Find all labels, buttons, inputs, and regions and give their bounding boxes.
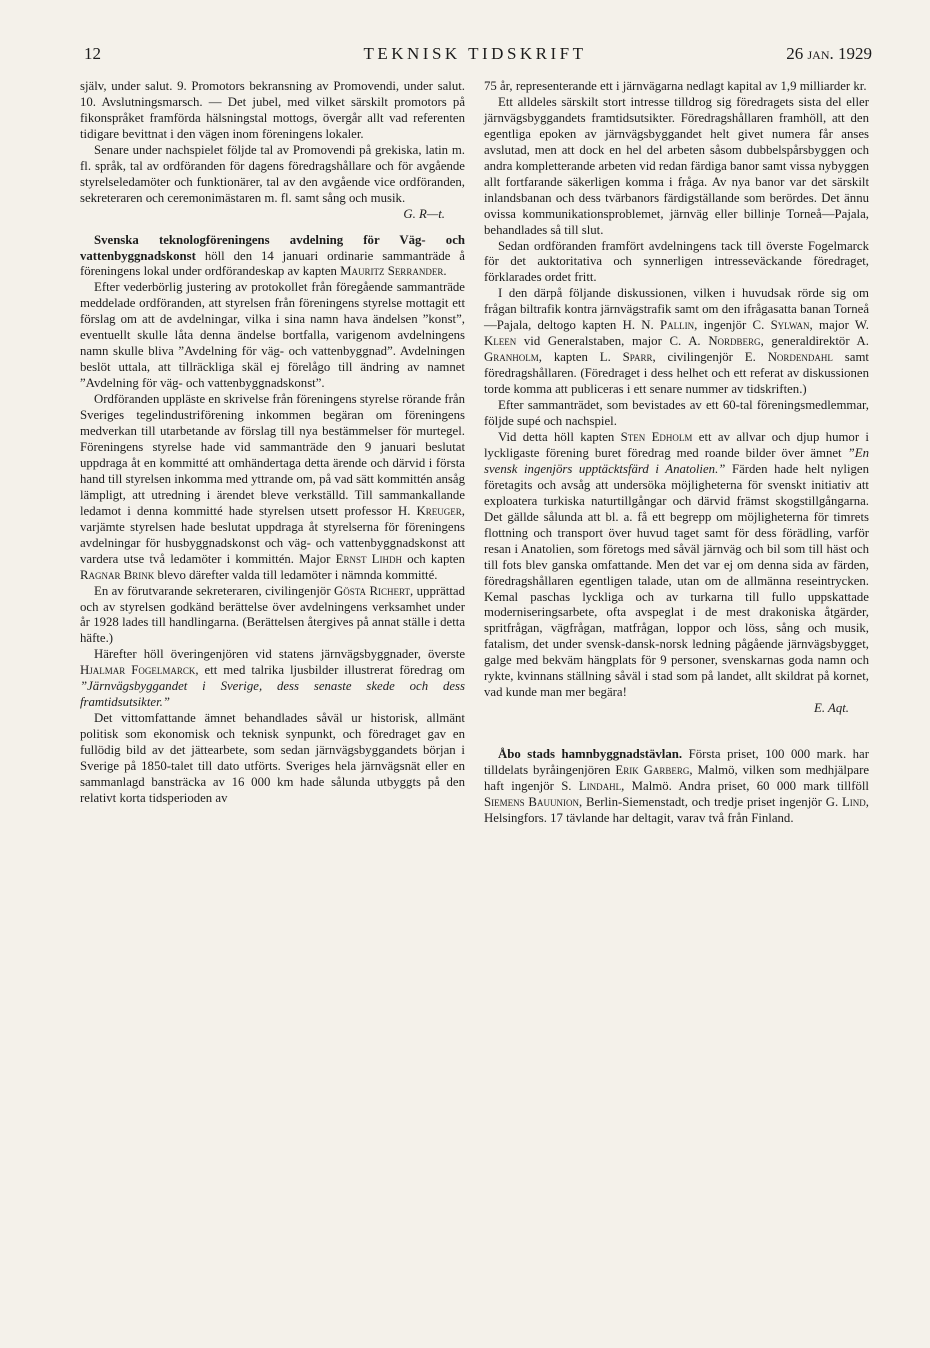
section-heading: Svenska teknologföreningens avdelning för Väg- och vattenbyggnadskonst xyxy=(80,232,465,263)
page-number: 12 xyxy=(84,44,101,63)
paragraph: Härefter höll överingenjören vid statens järnvägsbyggnader, överste Hjalmar Fogelmarck, ett med talrika ljusbilder illustrerat föredrag om ”Järnvägsbyggandet i Sverige, dess senaste skede och dess framtidsutsikter.” xyxy=(80,647,465,710)
signature: E. Aqt. xyxy=(814,701,849,716)
section-lead-paragraph: Svenska teknologföreningens avdelning för Väg- och vattenbyggnadskonst höll den 14 januari ordinarie sammanträde å föreningens lokal under ordförandeskap av kapten Mauritz Serrander. xyxy=(80,232,465,279)
paragraph: Efter vederbörlig justering av protokollet från föregående sammanträde meddelade ordföranden, att styrelsen från föreningens styrelse mottagit ett förslag om att de avdelningar, vilka i sina namn hava ändelsen ”konst”, eventuellt skulle låta denna ändelse bortfalla, varigenom avdelningens namn skulle bliva ”Avdelning för väg- och vattenbyggnad”. Avdelningen beslöt uttala, att tillräckliga skäl ej förelågo till ändring av namnet ”Avdelning för väg- och vattenbyggnadskonst”. xyxy=(80,280,465,391)
journal-title: TEKNISK TIDSKRIFT xyxy=(363,44,587,63)
section-heading: Åbo stads hamnbyggnadstävlan. xyxy=(498,747,683,762)
paragraph: Efter sammanträdet, som bevistades av ett 60-tal föreningsmedlemmar, följde supé och nachspiel. xyxy=(484,398,869,429)
paragraph: själv, under salut. 9. Promotors bekransning av Promovendi, under salut. 10. Avslutningsmarsch. — Det jubel, med vilket särskilt promotors på fikonspråket framförda hälsningstal mottogs, övergår allt vad referenten tidigare bevittnat i den vägen inom föreningens lokaler. xyxy=(80,79,465,141)
running-header xyxy=(78,44,872,68)
paragraph: Senare under nachspielet följde tal av Promovendi på grekiska, latin m. fl. språk, tal av ordföranden för dagens föredragshållare och för avgående styrelseledamöter och funktionärer, tal av den avgående vice ordföranden, sekreteraren och ceremonimästaren m. fl. samt sång och musik. xyxy=(80,142,465,205)
signature: G. R—t. xyxy=(403,206,445,221)
paragraph: Vid detta höll kapten Sten Edholm ett av allvar och djup humor i lyckligaste förening buret föredrag med roande bilder över ämnet ”En svensk ingenjörs upptäcktsfärd i Anatolien.” Färden hade helt nyligen företagits och avsåg att undersöka möjligheterna för svenskt initiativ att exploatera turkiska naturtillgångar och därvid främst skogstillgångarna. Det gällde sålunda att bl. a. få ett begrepp om möjligheterna för timrets flottning och transport över huvud taget samt för dess förädling, varför resan i Anatolien, som företogs med såväl järnväg och bil som till häst och till fots blev ganska omfattande. Men det var ej om denna sida av färden, föredragshållaren egentligen talade, utan om de allmänna reseintrycken. Kemal paschas lyckliga och av turkarna till fullo uppskattade moderniseringsarbete, ofta avspeglat i de mest drakoniska åtgärder, spritfrågan, vägfrågan, matfrågan, loppor och löss, sång och musik, fatalism, det under svensk-dansk-norsk ledning pågående järnvägsbygget, galge med bekväm hängplats för 9 personer, svenskarnas goda namn och rykte, kvinnans ställning såväl i stad som på landet, allt skildrat på kornet, vad kunde man mer begära! xyxy=(484,429,869,700)
issue-date: 26 jan. 1929 xyxy=(786,44,872,63)
paragraph: Sedan ordföranden framfört avdelningens tack till överste Fogelmarck för det auktoritativa och synnerligen intresseväckande föredraget, förklarades ordet fritt. xyxy=(484,238,869,285)
paragraph: En av förutvarande sekreteraren, civilingenjör Gösta Richert, upprättad och av styrelsen godkänd berättelse över avdelningens verksamhet under år 1928 lades till handlingarna. (Berättelsen återgives på annat ställe i detta häfte.) xyxy=(80,583,465,646)
paragraph: Ett alldeles särskilt stort intresse tilldrog sig föredragets sista del eller järnvägsbyggandets framtidsutsikter. Föredragshållaren framhöll, att den egentliga epoken av järnvägsbyggandet helt givet numera får anses avslutad, men att dock en hel del arbeten såsom dubbelspårsbyggen och andra kompletterande arbeten vid redan färdiga banor samt vissa nybyggen allt fortfarande säkerligen komma i fråga. Av nya banor var det särskilt inlandsbanan och dess tvärbanors färdigställande som berördes. Det ännu ovissa kommunikationsproblemet, järnväg eller billinje Torneå—Pajala, behandlades så till slut. xyxy=(484,94,869,237)
left-column xyxy=(80,79,465,807)
section-lead-paragraph: Åbo stads hamnbyggnadstävlan. Första priset, 100 000 mark. har tilldelats byråingenjören Erik Garberg, Malmö, vilken som medhjälpare haft ingenjör S. Lindahl, Malmö. Andra priset, 60 000 mark tillföll Siemens Bauunion, Berlin-Siemenstadt, och tredje priset ingenjör G. Lind, Helsingfors. 17 tävlande har deltagit, varav två från Finland. xyxy=(484,747,870,825)
paragraph: Ordföranden uppläste en skrivelse från föreningens styrelse rörande från Sveriges tegelindustriförening inkommen begäran om föreningens medverkan till utarbetande av förslag till nya bestämmelser för murtegel. Föreningens styrelse hade vid sammanträde den 9 januari beslutat uppdraga åt en kommitté att omhändertaga detta ärende och därvid i första hand till styrelsen inkomma med yttrande om, på vad sätt kommittén ansåg lämpligt, att utredning i ärendet bleve verkställd. Till sammankallande ledamot i denna kommitté hade styrelsen utsett professor H. Kreuger, varjämte styrelsen hade beslutat uppdraga åt styrelserna för föreningens avdelningar för husbyggnadskonst och väg- och vattenbyggnadskonst att vardera utse två ledamöter i kommittén. Major Ernst Lihdh och kapten Ragnar Brink blevo därefter valda till ledamöter i nämnda kommitté. xyxy=(80,392,465,582)
paragraph: Det vittomfattande ämnet behandlades såväl ur historisk, allmänt politisk som ekonomisk och teknisk synpunkt, och föredraget gav en fullödig bild av det jättearbete, som sedan järnvägsbyggandets början i Sverige på 1850-talet till dato utförts. Sveriges hela järnvägsnät eller en sammanlagd bansträcka av 16 000 km hade sålunda utbyggts på den relativt korta tidsperioden av xyxy=(80,711,465,805)
right-column xyxy=(484,79,869,827)
paragraph: I den därpå följande diskussionen, vilken i huvudsak rörde sig om frågan biltrafik kontra järnvägstrafik samt om den ifrågasatta banan Torneå—Pajala, deltogo kapten H. N. Pallin, ingenjör C. Sylwan, major W. Kleen vid Generalstaben, major C. A. Nordberg, generaldirektör A. Granholm, kapten L. Sparr, civilingenjör E. Nordendahl samt föredragshållaren. (Föredraget i dess helhet och ett referat av diskussionen torde komma att publiceras i ett senare nummer av tidskriften.) xyxy=(484,286,869,397)
paragraph: 75 år, representerande ett i järnvägarna nedlagt kapital av 1,9 milliarder kr. xyxy=(484,79,867,93)
